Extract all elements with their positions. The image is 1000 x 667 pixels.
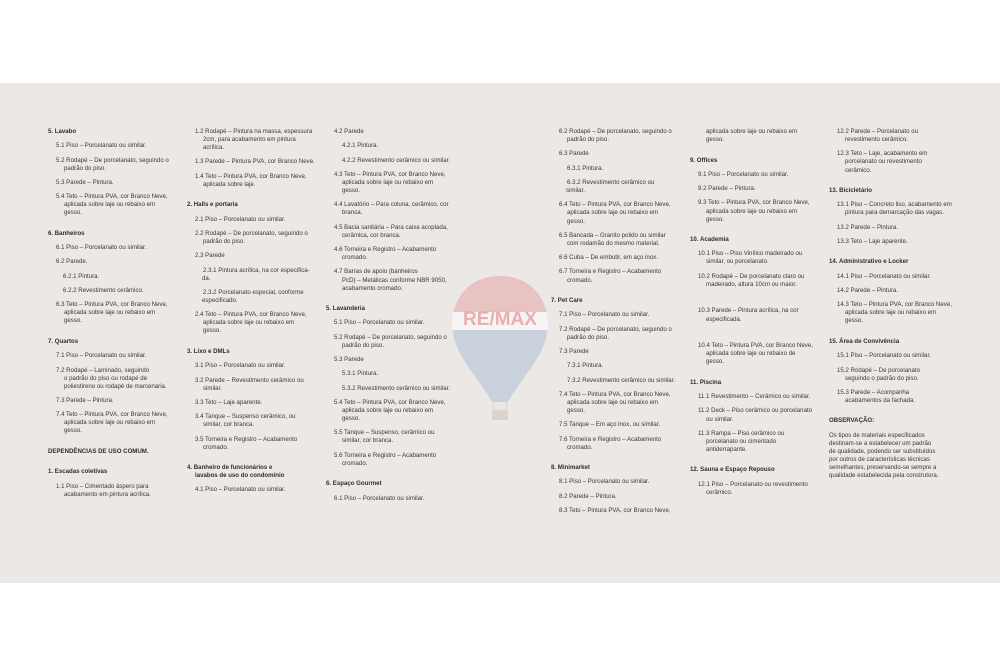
spec-line: similar, cor branca. [342, 437, 394, 445]
spec-line: destinam-se a estabelecer um padrão [829, 439, 932, 447]
spec-line: 15.1 Piso – Porcelanato ou similar. [837, 352, 931, 360]
section-heading: 1. Escadas coletivas [48, 468, 108, 476]
spec-line: 6.5 Bancada – Granito polido ou similar [559, 231, 666, 239]
section-heading: 6. Espaço Gourmet [326, 480, 382, 488]
spec-line: 11.1 Revestimento – Cerâmico ou similar. [698, 393, 811, 401]
spec-line: 2.3.2 Porcelanato especial, conforme [203, 288, 304, 296]
spec-line: 6.4 Teto – Pintura PVA, cor Branco Neve, [559, 201, 671, 209]
spec-line: 7.4 Teto – Pintura PVA, cor Branco Neve, [559, 390, 671, 398]
spec-line: branca. [342, 209, 363, 217]
spec-line: aplicada sobre laje ou rebaixo em [845, 309, 937, 317]
spec-line: seguindo o padrão do piso. [845, 374, 919, 382]
section-heading: 14. Administrativo e Locker [829, 258, 909, 266]
spec-line: ou similar. [706, 415, 734, 423]
spec-line: 4.2.1 Pintura. [342, 142, 379, 150]
spec-line: 15.3 Parede – Acompanha [837, 388, 910, 396]
spec-line: 7.3.2 Revestimento cerâmico ou similar. [567, 376, 676, 384]
spec-line: 8.2 Parede – Pintura. [559, 492, 617, 500]
spec-line: 10.2 Rodapé – De porcelanato claro ou [698, 272, 805, 280]
spec-line: 5.5 Tanque – Suspenso, cerâmico ou [334, 429, 435, 437]
spec-line: aplicada sobre laje ou rebaixo em [706, 128, 798, 135]
spec-line: similar, cor branca. [203, 421, 255, 429]
spec-line: 2cm, para acabamento em pintura [203, 136, 296, 144]
spec-line: aplicada sobre laje ou rebaixo em [64, 201, 156, 209]
spec-line: gesso. [342, 187, 360, 195]
spec-line: 4.6 Torneira e Registro – Acabamento [334, 246, 437, 254]
spec-line: 5.2 Rodapé – De porcelanato, seguindo o [56, 156, 169, 164]
section-heading: 15. Área de Convivência [829, 337, 900, 345]
spec-line: 4.4 Lavatório – Para coluna, cerâmico, cor [334, 201, 449, 209]
spec-line: 14.2 Parede – Pintura. [837, 287, 898, 294]
spec-line: semelhantes, preservando-se sempre a [829, 464, 937, 472]
spec-column-4 [551, 128, 675, 515]
spec-line: cromado. [567, 276, 593, 284]
spec-line: 5.2 Rodapé – De porcelanato, seguindo o [334, 333, 447, 341]
spec-line: similar. [566, 187, 585, 195]
spec-line: cerâmico. [706, 488, 733, 496]
spec-line: 2.3 Parede [195, 252, 225, 260]
spec-line: acabamento em pintura acrílica. [64, 490, 151, 498]
spec-line: 1.2 Rodapé – Pintura na massa, espessura [195, 128, 313, 135]
spec-line: 11.3 Rampa – Piso cerâmico ou [698, 429, 785, 437]
spec-line: 5.6 Torneira e Registro – Acabamento [334, 451, 437, 459]
spec-line: similar. [203, 384, 222, 392]
spec-line: aplicada sobre laje ou rebaixo em [567, 398, 659, 406]
spec-line: especificado. [202, 297, 238, 304]
spec-line: revestimento cerâmico. [845, 136, 908, 144]
spec-line: acabamento cromado. [342, 284, 403, 292]
spec-line: gesso. [706, 136, 724, 144]
spec-line: 7.2 Rodapé – De porcelanato, seguindo o [559, 325, 672, 333]
spec-line: 10.4 Teto – Pintura PVA, cor Branco Neve, [698, 342, 813, 350]
spec-line: 6.1 Piso – Porcelanato ou similar. [56, 244, 147, 252]
spec-line: 7.1 Piso – Porcelanato ou similar. [56, 352, 147, 360]
spec-line: 1.4 Teto – Pintura PVA, cor Branco Neve, [195, 172, 307, 180]
section-heading: lavabos de uso do condomínio [195, 472, 285, 480]
spec-line: 12.2 Parede – Porcelanato ou [837, 128, 918, 135]
spec-line: 6.3.2 Revestimento cerâmico ou [567, 178, 655, 186]
spec-line: 6.3 Teto – Pintura PVA, cor Branco Neve, [56, 301, 168, 309]
spec-line: 6.3 Parede [559, 150, 589, 158]
spec-line: porcelanato ou revestimento [845, 158, 922, 166]
spec-line: cromado. [203, 443, 229, 451]
spec-line: gesso. [706, 358, 724, 366]
spec-line: padrão do piso. [567, 333, 610, 341]
spec-line: 7.2 Rodapé – Laminado, seguindo [56, 366, 150, 374]
spec-line: 5.3.2 Revestimento cerâmico ou similar. [342, 384, 451, 392]
spec-line: 14.3 Teto – Pintura PVA, cor Branco Neve, [837, 301, 952, 309]
spec-line: 2.1 Piso – Porcelanato ou similar. [195, 215, 286, 223]
spec-line: 3.2 Parede – Revestimento cerâmico ou [195, 376, 304, 384]
spec-line: especificada. [706, 315, 742, 323]
spec-line: 8.1 Piso – Porcelanato ou similar. [559, 478, 650, 486]
spec-line: 5.3.1 Pintura. [342, 370, 379, 378]
spec-line: 6.2 Rodapé – De porcelanato, seguindo o [559, 128, 672, 135]
spec-line: aplicada sobre laje ou rebaixo em [342, 178, 434, 186]
section-heading: 13. Bicicletário [829, 187, 873, 195]
spec-line: aplicada sobre laje ou rebaixo de [706, 350, 796, 358]
section-heading: 11. Piscina [690, 378, 722, 386]
spec-line: 12.3 Teto – Laje, acabamento em [837, 150, 928, 158]
spec-line: 10.3 Parede – Pintura acrílica, na cor [698, 307, 799, 315]
spec-line: 6.2.1 Pintura. [63, 272, 100, 280]
svg-text:RE/MAX: RE/MAX [463, 309, 537, 330]
spec-line: aplicada sobre laje ou rebaixo em [567, 209, 659, 217]
spec-line: 7.3.1 Pintura. [567, 362, 604, 370]
spec-line: 2.2 Rodapé – De porcelanato, seguindo o [195, 229, 308, 237]
section-heading: 7. Pet Care [551, 297, 583, 304]
spec-line: 4.5 Bacia sanitária – Para caixa acoplada, [334, 223, 448, 231]
section-heading: 4. Banheiro de funcionários e [187, 464, 273, 472]
spec-line: 13.3 Teto – Laje aparente. [837, 237, 908, 245]
spec-line: aplicada sobre laje ou rebaixo em [64, 309, 156, 317]
spec-line: madeirado, altura 10cm ou maior. [706, 280, 797, 288]
spec-line: gesso. [567, 406, 585, 414]
spec-line: padrão do piso. [567, 136, 610, 144]
spec-line: antiderrapante. [706, 446, 747, 453]
spec-line: gesso. [64, 209, 82, 217]
spec-line: gesso. [64, 317, 82, 325]
spec-line: aplicada sobre laje ou rebaixo em [203, 319, 295, 327]
spec-line: 5.4 Teto – Pintura PVA, cor Branco Neve, [334, 398, 446, 406]
spec-line: 4.3 Teto – Pintura PVA, cor Branco Neve, [334, 170, 446, 178]
spec-line: cerâmica, cor branca. [342, 231, 401, 239]
section-heading: 3. Lixo e DMLs [187, 347, 230, 355]
spec-line: 2.4 Teto – Pintura PVA, cor Branco Neve, [195, 311, 307, 319]
spec-line: 5.1 Piso – Porcelanato ou similar. [56, 142, 147, 150]
spec-line: 7.5 Tanque – Em aço inox, ou similar. [559, 421, 661, 429]
spec-line: cromado. [567, 443, 593, 451]
spec-line: cerâmico. [845, 166, 872, 174]
spec-line: qualidade estabelecida pela construtora. [829, 472, 939, 480]
spec-line: aplicada sobre laje ou rebaixo em [342, 406, 434, 414]
spec-line: 9.1 Piso – Porcelanato ou similar. [698, 170, 789, 178]
spec-line: 1.3 Parede – Pintura PVA, cor Branco Neve. [195, 158, 315, 166]
spec-line: o padrão do piso ou rodapé de [64, 374, 148, 382]
spec-line: 12.1 Piso – Porcelanato ou revestimento [698, 480, 808, 488]
spec-line: 13.2 Parede – Pintura. [837, 223, 898, 231]
spec-line: 4.2 Parede [334, 128, 364, 135]
spec-line: gesso. [64, 427, 82, 435]
spec-line: 5.3 Parede [334, 356, 364, 364]
spec-line: 7.3 Parede – Pintura. [56, 396, 114, 404]
section-heading: 7. Quartos [48, 337, 79, 345]
spec-line: gesso. [706, 215, 724, 223]
section-heading: 8. Minimarket [551, 464, 590, 472]
spec-column-1 [48, 128, 169, 499]
spec-line: 3.3 Teto – Laje aparente. [195, 398, 263, 406]
spec-line: da. [202, 274, 211, 282]
spec-line: 3.1 Piso – Porcelanato ou similar. [195, 362, 286, 370]
spec-column-3 [326, 128, 450, 503]
spec-line: cromado. [342, 254, 368, 262]
spec-column-2 [187, 128, 315, 495]
spec-line: 5.1 Piso – Porcelanato ou similar. [334, 319, 425, 327]
section-heading: 9. Offices [690, 156, 718, 164]
spec-line: 9.2 Parede – Pintura. [698, 185, 756, 193]
spec-line: 4.7 Barras de apoio (banheiros [334, 268, 418, 276]
spec-line: padrão do piso. [203, 237, 246, 245]
section-heading: OBSERVAÇÃO: [829, 417, 875, 425]
spec-line: 7.1 Piso – Porcelanato ou similar. [559, 311, 650, 319]
spec-line: 7.6 Torneira e Registro – Acabamento [559, 435, 662, 443]
spec-line: Os tipos de materiais especificados [829, 431, 925, 439]
spec-line: de qualidade, podendo ser substituídos [829, 447, 936, 455]
spec-line: 2.3.1 Pintura acrílica, na cor especifica- [203, 266, 310, 274]
spec-line: 6.1 Piso – Porcelanato ou similar. [334, 494, 425, 502]
spec-line: 7.3 Parede [559, 347, 589, 355]
spec-line: cromado. [342, 459, 368, 467]
spec-line: 14.1 Piso – Porcelanato ou similar. [837, 272, 931, 280]
spec-line: 6.7 Torneira e Registro – Acabamento [559, 268, 662, 276]
section-heading: 10. Academia [690, 236, 729, 244]
section-heading: 6. Banheiros [48, 229, 85, 237]
spec-line: similar, ou porcelanato. [706, 258, 769, 266]
spec-line: PcD) – Metálicas conforme NBR 9050, [342, 276, 447, 284]
spec-line: 6.3.1 Pintura. [567, 164, 604, 172]
spec-line: 9.3 Teto – Pintura PVA, cor Branco Neve, [698, 199, 810, 207]
spec-line: 4.1 Piso – Porcelanato ou similar. [195, 486, 286, 494]
spec-line: 3.4 Tanque – Suspenso cerâmico, ou [195, 413, 296, 421]
spec-line: padrão do piso. [64, 164, 107, 172]
spec-line: 7.4 Teto – Pintura PVA, cor Branco Neve, [56, 411, 168, 419]
spec-column-6 [829, 128, 952, 480]
spec-line: acrílica. [203, 144, 224, 152]
spec-line: 6.6 Cuba – De embutir, em aço inox. [559, 254, 658, 262]
spec-line: 13.1 Piso – Concreto liso, acabamento em [837, 201, 952, 209]
spec-line: aplicada sobre laje. [203, 180, 256, 188]
section-heading: 2. Halls e portaria [187, 201, 238, 209]
spec-line: 3.5 Torneira e Registro – Acabamento [195, 435, 298, 443]
spec-column-5 [690, 128, 813, 497]
remax-balloon-logo [448, 272, 552, 432]
spec-line: por outros de características técnicas [829, 456, 930, 463]
spec-line: 4.2.2 Revestimento cerâmico ou similar. [342, 156, 451, 164]
spec-line: 11.2 Deck – Piso cerâmico ou porcelanato [698, 407, 813, 415]
spec-line: pintura para demarcação das vagas. [845, 209, 944, 217]
spec-line: 6.2.2 Revestimento cerâmico. [63, 287, 144, 294]
spec-line: com rodamão do mesmo material. [567, 239, 660, 247]
spec-line: 15.2 Rodapé – De porcelanato [837, 366, 921, 374]
section-heading: DEPENDÊNCIAS DE USO COMUM. [48, 447, 149, 455]
spec-line: aplicada sobre laje ou rebaixo em [706, 207, 798, 215]
section-heading: 12. Sauna e Espaço Repouso [690, 466, 775, 474]
spec-line: gesso. [203, 327, 221, 335]
spec-line: gesso. [845, 317, 863, 325]
spec-line: 1.1 Piso – Cimentado áspero para [56, 482, 149, 490]
spec-line: 5.4 Teto – Pintura PVA, cor Branco Neve, [56, 193, 168, 201]
spec-line: porcelanato ou cimentado [706, 437, 777, 445]
spec-line: acabamentos da fachada. [845, 396, 916, 404]
spec-line: gesso. [342, 415, 360, 423]
spec-line: poliestireno ou rodapé de marcenaria. [64, 382, 167, 390]
spec-line: 5.3 Parede – Pintura. [56, 178, 114, 186]
spec-line: 8.3 Teto – Pintura PVA, cor Branco Neve, [559, 506, 671, 514]
spec-line: aplicada sobre laje ou rebaixo em [64, 419, 156, 427]
spec-line: gesso. [567, 217, 585, 225]
section-heading: 5. Lavabo [48, 128, 77, 135]
spec-line: padrão do piso. [342, 341, 385, 349]
spec-line: 10.1 Piso – Piso Vinílico madeirado ou [698, 250, 803, 258]
spec-line: 6.2 Parede. [56, 258, 88, 266]
section-heading: 5. Lavanderia [326, 305, 365, 313]
